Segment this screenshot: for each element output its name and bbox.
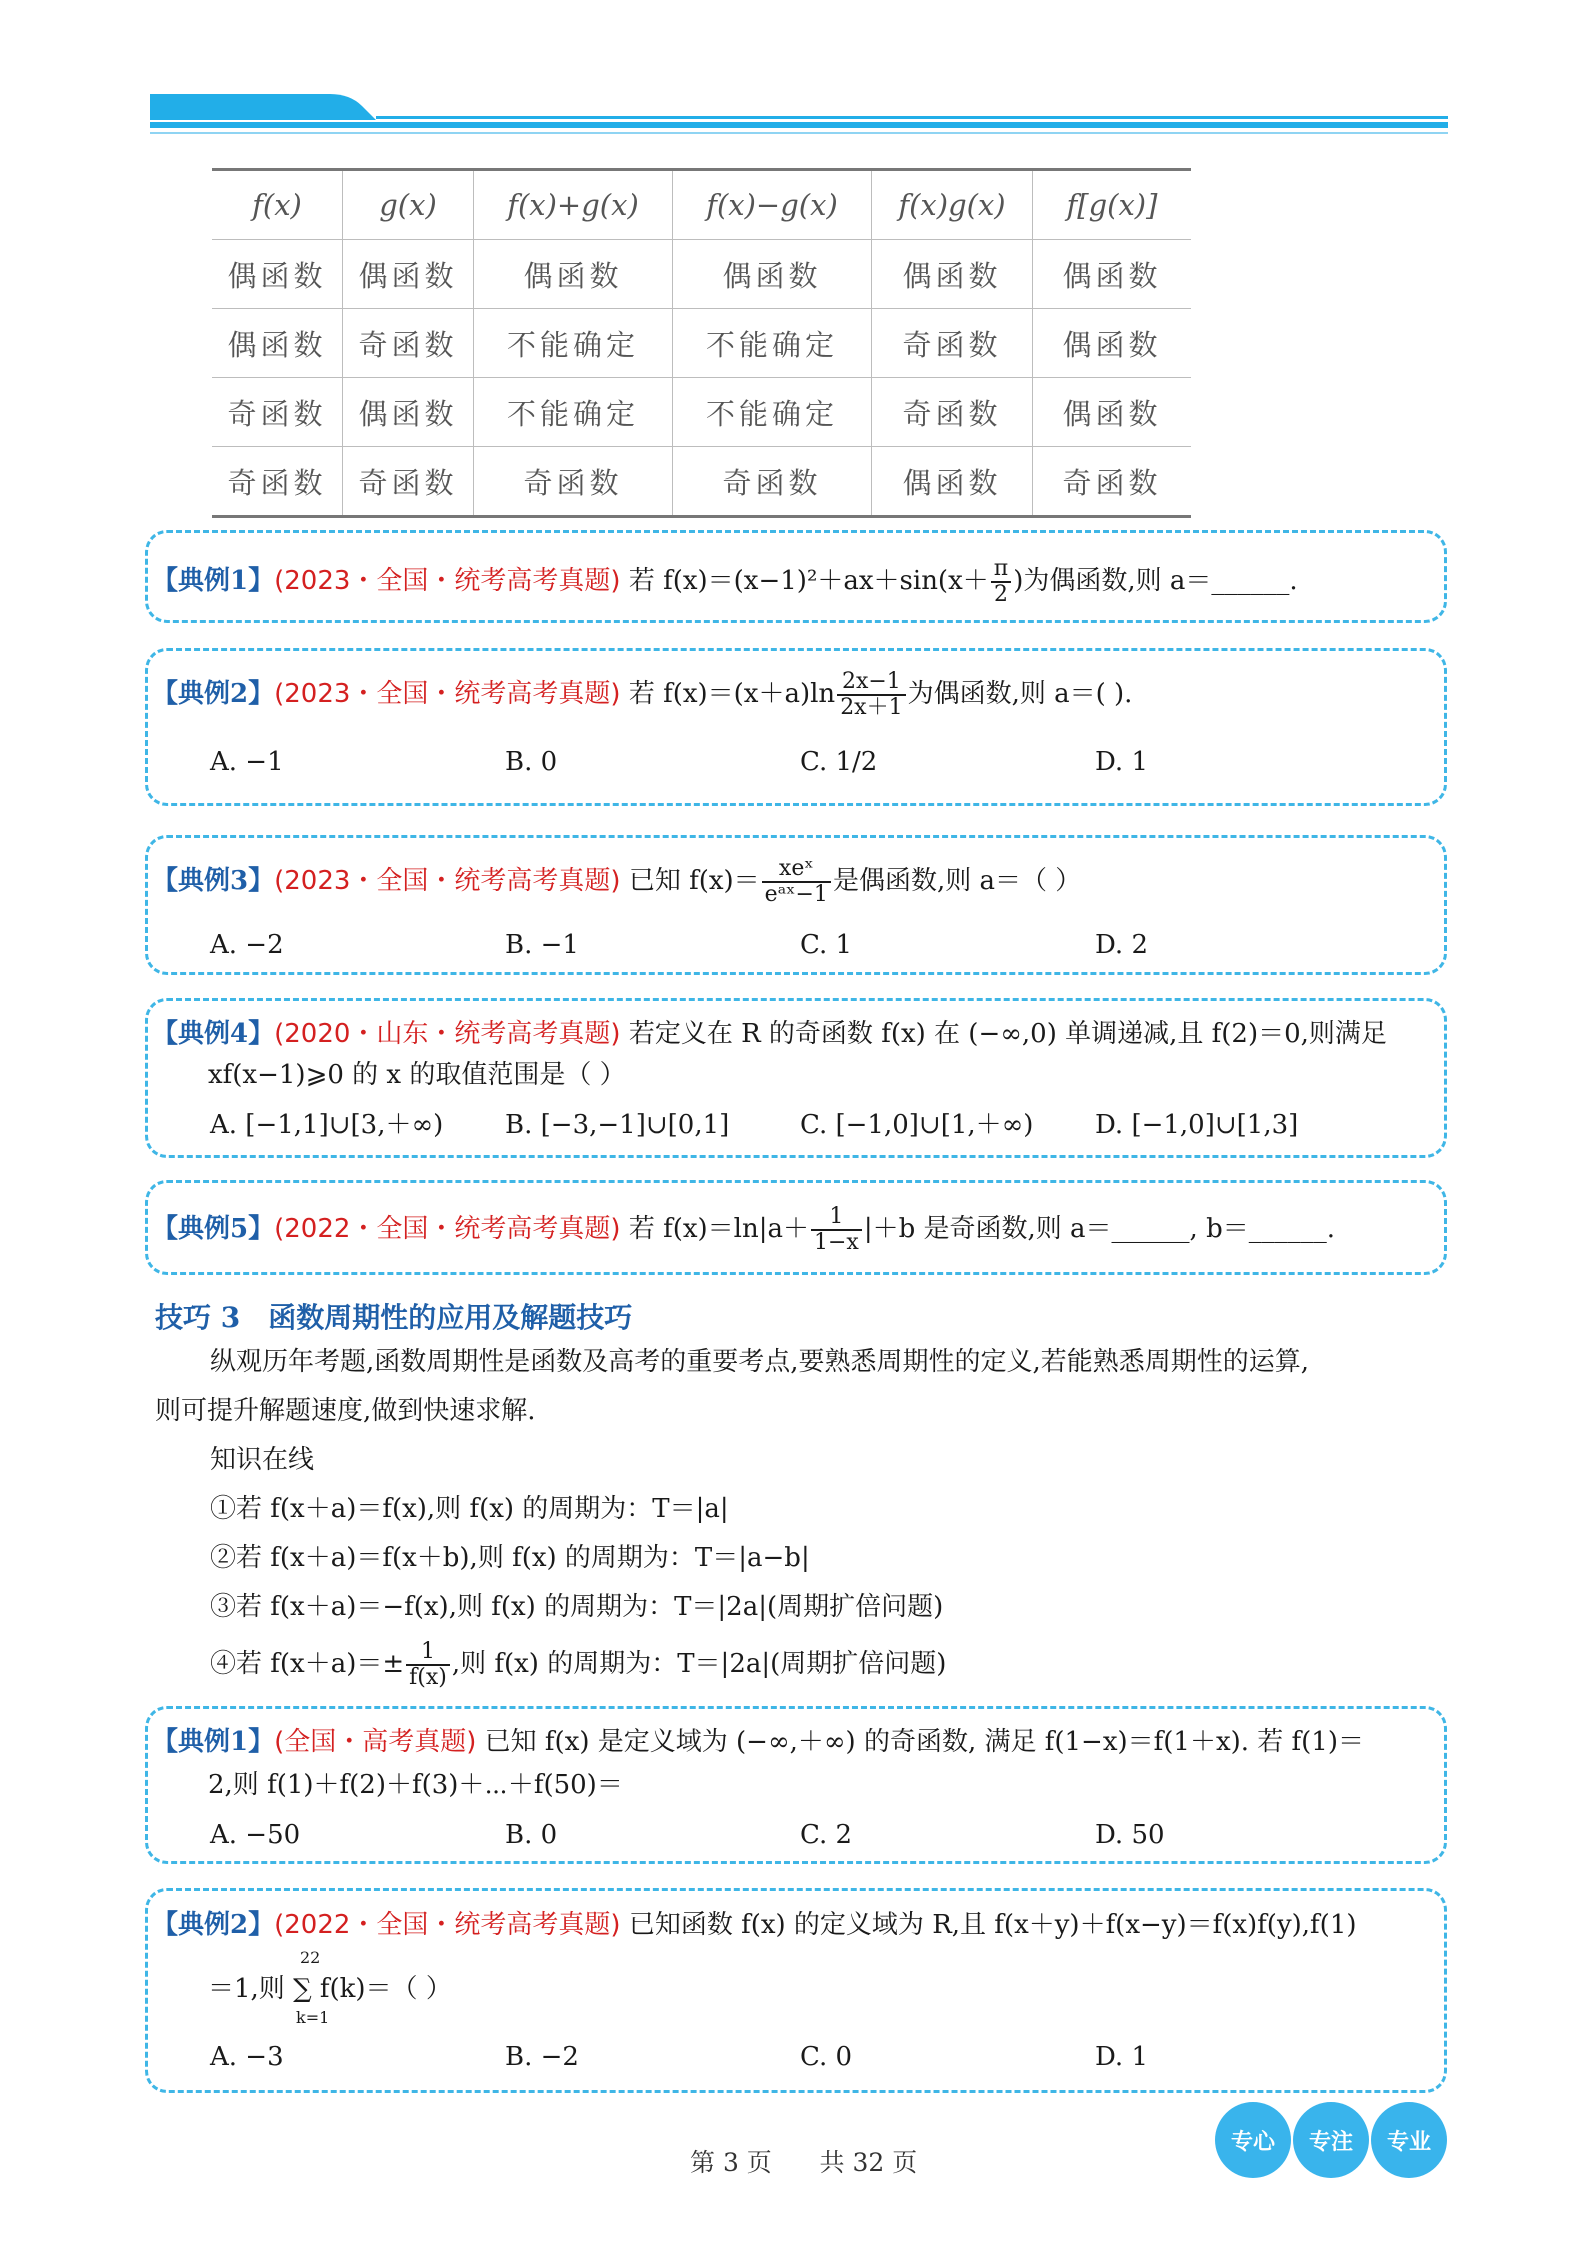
- table-cell: 偶函数: [1033, 240, 1192, 309]
- question-text: 是偶函数,则 a＝（ ）: [832, 866, 1082, 896]
- table-header-cell: f(x)+g(x): [474, 170, 673, 240]
- sum-lower-limit: k=1: [296, 2008, 330, 2027]
- table-cell: 奇函数: [212, 447, 343, 517]
- example-source: (2023・全国・统考高考真题): [274, 866, 621, 896]
- option-a[interactable]: A. −50: [210, 1820, 301, 1850]
- table-header-cell: f(x): [212, 170, 343, 240]
- table-header-row: [212, 170, 1191, 240]
- question-text: 若定义在 R 的奇函数 f(x) 在 (−∞,0) 单调递减,且 f(2)＝0,则满足: [628, 1019, 1387, 1049]
- option-c[interactable]: C. 0: [800, 2042, 853, 2072]
- example-tag: 【典例4】: [152, 1019, 275, 1049]
- badge-attention: 专注: [1293, 2102, 1369, 2178]
- example-question: [152, 1908, 1357, 1942]
- table-cell: 偶函数: [343, 378, 474, 447]
- table-header-cell: g(x): [343, 170, 474, 240]
- example-question: [152, 857, 1081, 907]
- table-header-cell: f(x)g(x): [872, 170, 1033, 240]
- example-source: (2020・山东・统考高考真题): [274, 1019, 621, 1049]
- option-a[interactable]: A. [−1,1]∪[3,＋∞): [210, 1110, 444, 1140]
- option-d[interactable]: D. 1: [1095, 2042, 1148, 2072]
- table-row: [212, 309, 1191, 378]
- question-text: 若 f(x)＝ln|a＋: [628, 1214, 809, 1244]
- option-d[interactable]: D. 50: [1095, 1820, 1165, 1850]
- table-cell: 奇函数: [474, 447, 673, 517]
- section-intro: 纵观历年考题,函数周期性是函数及高考的重要考点,要熟悉周期性的定义,若能熟悉周期性的运算,: [210, 1347, 1310, 1377]
- example-source: (2023・全国・统考高考真题): [274, 679, 621, 709]
- table-row: [212, 378, 1191, 447]
- badge-professional: 专业: [1371, 2102, 1447, 2178]
- rule-4-text: ,则 f(x) 的周期为：T＝|2a|(周期扩倍问题): [451, 1649, 947, 1679]
- table-cell: 不能确定: [673, 378, 872, 447]
- example-question: [152, 670, 1132, 720]
- denominator: f(x): [409, 1665, 447, 1690]
- example-source: (2022・全国・统考高考真题): [274, 1910, 621, 1940]
- question-text: |＋b 是奇函数,则 a＝______, b＝______.: [863, 1214, 1335, 1244]
- example-tag: 【典例1】: [152, 1727, 275, 1757]
- table-cell: 偶函数: [474, 240, 673, 309]
- question-text: 若 f(x)＝(x−1)²＋ax＋sin(x＋: [628, 566, 989, 596]
- example-source: (2023・全国・统考高考真题): [274, 566, 621, 596]
- page-number: 第 3 页: [690, 2148, 772, 2177]
- denominator: eᵃˣ−1: [764, 882, 828, 907]
- denominator: 2x＋1: [840, 695, 903, 720]
- rule-4-text: ④若 f(x＋a)＝±: [210, 1649, 405, 1679]
- table-cell: 偶函数: [212, 240, 343, 309]
- question-text: 已知函数 f(x) 的定义域为 R,且 f(x＋y)＋f(x−y)＝f(x)f(y),f(1): [628, 1910, 1357, 1940]
- option-b[interactable]: B. 0: [505, 747, 558, 777]
- badge-focus: 专心: [1215, 2102, 1291, 2178]
- option-c[interactable]: C. 1/2: [800, 747, 878, 777]
- example-tag: 【典例5】: [152, 1214, 275, 1244]
- table-row: [212, 240, 1191, 309]
- section-title: 技巧 3 函数周期性的应用及解题技巧: [155, 1301, 633, 1334]
- fraction: [406, 1640, 450, 1690]
- table-cell: 偶函数: [212, 309, 343, 378]
- page-footer: [690, 2143, 917, 2179]
- table-cell: 奇函数: [343, 309, 474, 378]
- question-text: 若 f(x)＝(x＋a)ln: [628, 679, 836, 709]
- table-cell: 偶函数: [1033, 309, 1192, 378]
- table-cell: 不能确定: [673, 309, 872, 378]
- numerator: π: [991, 557, 1011, 583]
- fraction: [991, 557, 1011, 607]
- fraction: [762, 857, 831, 907]
- option-a[interactable]: A. −2: [210, 930, 284, 960]
- table-cell: 偶函数: [1033, 378, 1192, 447]
- denominator: 2: [993, 582, 1008, 607]
- option-d[interactable]: D. 2: [1095, 930, 1148, 960]
- table-header-cell: f(x)−g(x): [673, 170, 872, 240]
- numerator: 2x−1: [837, 670, 905, 696]
- question-text: 已知 f(x)＝: [628, 866, 760, 896]
- table-cell: 偶函数: [872, 447, 1033, 517]
- denominator: 1−x: [814, 1230, 859, 1255]
- rule-1: ①若 f(x＋a)＝f(x),则 f(x) 的周期为：T＝|a|: [210, 1494, 729, 1524]
- table-cell: 偶函数: [673, 240, 872, 309]
- example-source: (2022・全国・统考高考真题): [274, 1214, 621, 1244]
- option-b[interactable]: B. −2: [505, 2042, 579, 2072]
- example-question: [152, 1205, 1335, 1255]
- question-line-2: ＝1,则 ∑ f(k)＝（ ）: [208, 1974, 452, 2004]
- option-a[interactable]: A. −3: [210, 2042, 284, 2072]
- example-source: (全国・高考真题): [274, 1727, 477, 1757]
- option-c[interactable]: C. 1: [800, 930, 853, 960]
- option-b[interactable]: B. −1: [505, 930, 579, 960]
- knowledge-heading: 知识在线: [210, 1445, 315, 1475]
- option-d[interactable]: D. 1: [1095, 747, 1148, 777]
- numerator: 1: [811, 1205, 862, 1231]
- sum-upper-limit: 22: [300, 1948, 321, 1967]
- page-total: 共 32 页: [819, 2148, 918, 2177]
- rule-2: ②若 f(x＋a)＝f(x＋b),则 f(x) 的周期为：T＝|a−b|: [210, 1543, 810, 1573]
- table-cell: 奇函数: [212, 378, 343, 447]
- option-a[interactable]: A. −1: [210, 747, 284, 777]
- question-text: 为偶函数,则 a＝( ).: [907, 679, 1133, 709]
- header-banner: [150, 92, 1448, 142]
- table-cell: 奇函数: [872, 309, 1033, 378]
- fraction: [811, 1205, 862, 1255]
- numerator: 1: [406, 1640, 450, 1666]
- table-cell: 奇函数: [343, 447, 474, 517]
- table-cell: 不能确定: [474, 309, 673, 378]
- example-tag: 【典例2】: [152, 1910, 275, 1940]
- numerator: xeˣ: [762, 857, 831, 883]
- table-cell: 不能确定: [474, 378, 673, 447]
- table-cell: 偶函数: [343, 240, 474, 309]
- question-line-2: xf(x−1)⩾0 的 x 的取值范围是（ ）: [208, 1060, 626, 1090]
- question-text: )为偶函数,则 a＝______.: [1013, 566, 1298, 596]
- option-b[interactable]: B. [−3,−1]∪[0,1]: [505, 1110, 730, 1140]
- fraction: [837, 670, 905, 720]
- example-question: [152, 1725, 1364, 1759]
- example-question: [152, 1017, 1387, 1051]
- table-row: [212, 447, 1191, 517]
- example-tag: 【典例1】: [152, 566, 275, 596]
- option-c[interactable]: C. 2: [800, 1820, 853, 1850]
- table-header-cell: f[g(x)]: [1033, 170, 1192, 240]
- option-c[interactable]: C. [−1,0]∪[1,＋∞): [800, 1110, 1034, 1140]
- example-question: [152, 557, 1298, 607]
- section-intro-cont: 则可提升解题速度,做到快速求解.: [155, 1396, 536, 1426]
- rule-4: [210, 1640, 946, 1690]
- parity-table: [212, 168, 1191, 518]
- question-text: 已知 f(x) 是定义域为 (−∞,＋∞) 的奇函数, 满足 f(1−x)＝f(1＋x). 若 f(1)＝: [484, 1727, 1364, 1757]
- table-cell: 奇函数: [1033, 447, 1192, 517]
- example-tag: 【典例2】: [152, 679, 275, 709]
- table-cell: 奇函数: [872, 378, 1033, 447]
- example-tag: 【典例3】: [152, 866, 275, 896]
- rule-3: ③若 f(x＋a)＝−f(x),则 f(x) 的周期为：T＝|2a|(周期扩倍问题): [210, 1592, 944, 1622]
- table-cell: 奇函数: [673, 447, 872, 517]
- table-cell: 偶函数: [872, 240, 1033, 309]
- question-line-2: 2,则 f(1)＋f(2)＋f(3)＋⋯＋f(50)＝: [208, 1770, 623, 1800]
- option-b[interactable]: B. 0: [505, 1820, 558, 1850]
- option-d[interactable]: D. [−1,0]∪[1,3]: [1095, 1110, 1299, 1140]
